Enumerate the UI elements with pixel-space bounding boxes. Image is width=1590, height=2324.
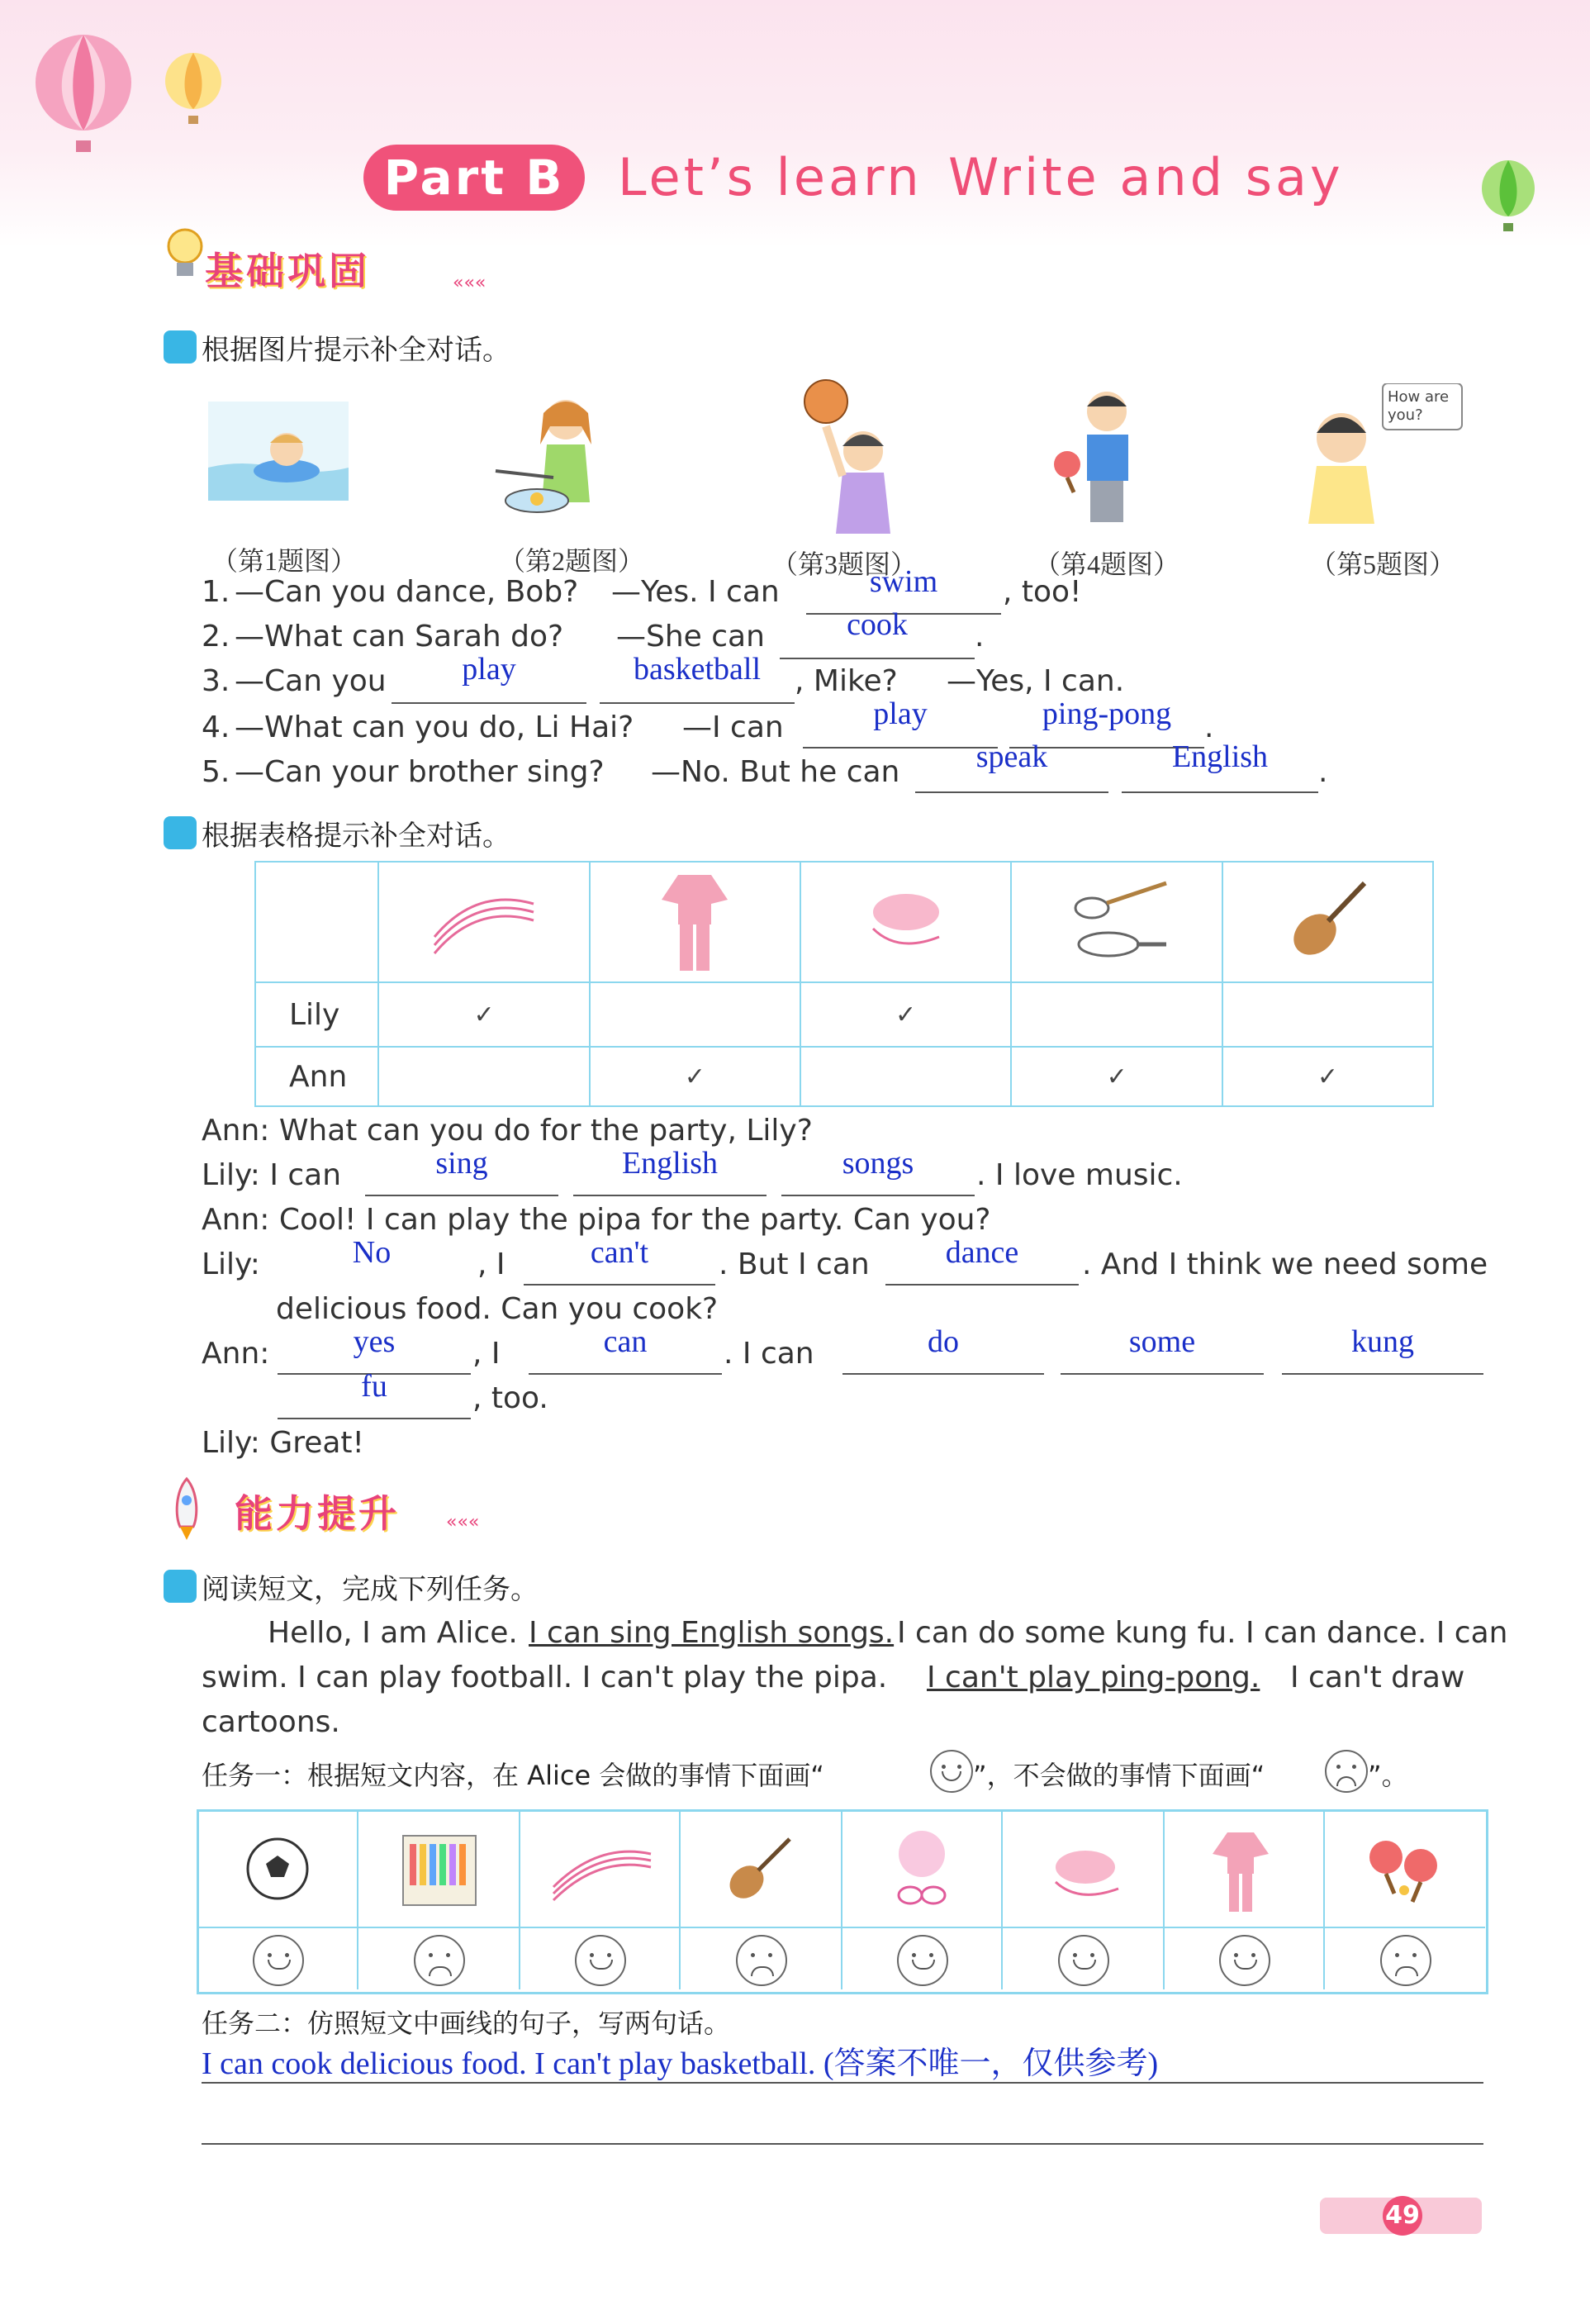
passage-underlined: I can't play ping-pong. (927, 1661, 1260, 1694)
dialog-line: Ann: Cool! I can play the pipa for the party. Can you? (202, 1203, 991, 1237)
question-text: —What can Sarah do? (235, 620, 564, 653)
blank-line (915, 791, 1108, 793)
smile-face-icon (1058, 1935, 1109, 1986)
caption-4: （第4题图） (1034, 549, 1180, 579)
check-cell: ✓ (590, 1047, 800, 1106)
answer-fill: English (1171, 739, 1269, 774)
balloon-icon (30, 33, 137, 165)
writing-line (202, 2143, 1483, 2145)
music-notes-icon (426, 879, 542, 962)
table-icon-cell (378, 862, 590, 982)
ribbon-dance-icon (1036, 1839, 1135, 1905)
basketball-boy-icon (785, 377, 909, 542)
swimming-boy-icon (208, 402, 349, 501)
blank-line (392, 702, 586, 704)
line-number: 2. (202, 620, 230, 653)
football-icon (244, 1836, 311, 1902)
part-badge: Part B (363, 145, 585, 211)
dialog-line: . And I think we need some (1082, 1248, 1488, 1281)
passage-text: I can do some kung fu. I can dance. I can (897, 1616, 1508, 1650)
table-icon-cell (590, 862, 800, 982)
caption-3: （第3题图） (771, 549, 918, 579)
header-title-write: Write and say (948, 147, 1344, 207)
question-text: —Can you dance, Bob? (235, 575, 579, 609)
pipa-icon (720, 1832, 795, 1907)
blank-line (529, 1373, 722, 1375)
answer-prefix: —She can (616, 620, 765, 653)
ribbon-dance-icon (848, 879, 964, 962)
task-one-table (197, 1809, 1488, 1994)
table-divider (1163, 1809, 1165, 1989)
check-cell (1222, 982, 1433, 1047)
task-one-text: 任务一：根据短文内容，在 Alice 会做的事情下面画“ (202, 1760, 824, 1791)
dialog-line: . I love music. (976, 1158, 1183, 1192)
table-divider (1001, 1809, 1003, 1989)
blank-line (1061, 1373, 1264, 1375)
cooking-girl-icon (487, 395, 628, 527)
task-two-answer: I can cook delicious food. I can't play basketball. (答案不唯一，仅供参考) (202, 2046, 1159, 2081)
smile-face-icon (897, 1935, 948, 1986)
question-badge (164, 816, 197, 849)
check-cell (800, 1047, 1012, 1106)
sad-face-icon (414, 1935, 465, 1986)
dialog-line: Lily: I can (202, 1158, 342, 1192)
line-end: , Mike? (795, 664, 898, 698)
question-text: —What can you do, Li Hai? (235, 711, 634, 744)
check-cell: ✓ (800, 982, 1012, 1047)
table-icon-cell (1011, 862, 1222, 982)
clothes-icon (653, 867, 736, 974)
line-end: . (1318, 755, 1328, 789)
check-cell: ✓ (378, 982, 590, 1047)
blank-line (885, 1284, 1079, 1286)
answer-fill: play (873, 696, 928, 731)
check-cell: ✓ (1222, 1047, 1433, 1106)
blank-line (600, 702, 795, 704)
table-icon-cell (1222, 862, 1433, 982)
question-badge (164, 330, 197, 364)
answer-fill: English (621, 1146, 719, 1181)
dialog-line: Lily: (202, 1248, 260, 1281)
blank-line (1122, 791, 1318, 793)
answer-fill: songs (842, 1146, 914, 1181)
pipa-icon (1282, 875, 1373, 966)
answer-fill: fu (361, 1369, 387, 1404)
dialog-line: , too. (472, 1381, 548, 1415)
answer-prefix: —Yes. I can (611, 575, 780, 609)
table-divider (679, 1809, 681, 1989)
passage-text: I can't draw (1290, 1661, 1465, 1694)
smile-face-icon (253, 1935, 304, 1986)
line-end: . (1204, 711, 1214, 744)
answer-fill: kung (1351, 1324, 1414, 1359)
check-cell (1011, 982, 1222, 1047)
dialog-line: Ann: What can you do for the party, Lily? (202, 1114, 813, 1148)
blank-line (573, 1195, 767, 1196)
ping-pong-icon (1361, 1832, 1444, 1907)
page-number: 49 (1383, 2196, 1422, 2236)
page-number-badge (1320, 2198, 1482, 2234)
check-cell (378, 1047, 590, 1106)
blank-line (781, 1195, 975, 1196)
dialog-line: . But I can (719, 1248, 870, 1281)
table-divider (357, 1809, 358, 1989)
header-title-learn: Let’s learn (618, 147, 923, 207)
table-divider (1323, 1809, 1325, 1989)
dialog-line: , I (472, 1337, 501, 1371)
smile-face-icon (930, 1750, 973, 1793)
answer-fill: can't (590, 1235, 649, 1270)
blank-line (1282, 1373, 1483, 1375)
check-cell (590, 982, 800, 1047)
dialog-line: Ann: (202, 1337, 270, 1371)
answer-fill: speak (975, 739, 1048, 774)
caption-5: （第5题图） (1310, 549, 1456, 579)
answer-prefix: —I can (682, 711, 784, 744)
row-name: Lily (255, 982, 378, 1047)
answer-fill: No (352, 1235, 392, 1270)
answer-fill: dance (945, 1235, 1019, 1270)
smile-face-icon (1219, 1935, 1270, 1986)
task-one-text: ”。 (1368, 1760, 1408, 1791)
blank-line (842, 1373, 1044, 1375)
sad-face-icon (1325, 1750, 1368, 1793)
balloon-icon (162, 51, 225, 131)
dialog-line: delicious food. Can you cook? (276, 1292, 719, 1326)
answer-fill: basketball (633, 652, 762, 687)
table-divider (519, 1809, 520, 1989)
passage-underlined: I can sing English songs. (529, 1616, 895, 1650)
chevron-icon: ««« (446, 1512, 480, 1533)
table-corner (255, 862, 378, 982)
question-title: 根据表格提示补全对话。 (202, 820, 510, 853)
smile-face-icon (575, 1935, 626, 1986)
writing-line (202, 2082, 1483, 2084)
header-background (0, 0, 1590, 248)
caption-1: （第1题图） (211, 546, 358, 576)
answer-fill: yes (353, 1324, 396, 1359)
line-number: 3. (202, 664, 230, 698)
passage-text: cartoons. (202, 1705, 340, 1739)
sad-face-icon (1380, 1935, 1431, 1986)
answer-prefix: —No. But he can (651, 755, 900, 789)
answer-fill: some (1128, 1324, 1196, 1359)
clothes-icon (1208, 1826, 1274, 1917)
line-end: . (975, 620, 985, 653)
task-one-text: ”，不会做的事情下面画“ (973, 1760, 1265, 1791)
row-name: Ann (255, 1047, 378, 1106)
blank-line (524, 1284, 715, 1286)
line-end: , too! (1003, 575, 1082, 609)
rocket-icon (162, 1476, 211, 1542)
swim-goggles-icon (887, 1826, 956, 1912)
check-cell: ✓ (1011, 1047, 1222, 1106)
question-text: —Can your brother sing? (235, 755, 605, 789)
question-title: 阅读短文，完成下列任务。 (202, 1573, 539, 1606)
answer-fill: swim (869, 564, 938, 599)
table-divider (841, 1809, 842, 1989)
chevron-icon: ««« (453, 273, 486, 293)
speech-bubble-text: How are you? (1388, 388, 1450, 424)
music-notes-icon (548, 1837, 656, 1903)
crayons-icon (398, 1827, 481, 1910)
section-title-advanced: 能力提升 (235, 1491, 400, 1536)
answer-fill: can (603, 1324, 648, 1359)
answer-fill: ping-pong (1042, 696, 1172, 731)
dialog-line: . I can (724, 1337, 814, 1371)
reply-text: —Yes, I can. (947, 664, 1125, 698)
answer-fill: sing (435, 1146, 488, 1181)
task-two-title: 任务二：仿照短文中画线的句子，写两句话。 (202, 2008, 731, 2039)
blank-line (278, 1418, 471, 1419)
answer-fill: play (462, 652, 516, 687)
line-number: 5. (202, 755, 230, 789)
dialog-line: Lily: Great! (202, 1426, 364, 1460)
passage-text: swim. I can play football. I can't play the pipa. (202, 1661, 888, 1694)
skills-table (254, 861, 1434, 1107)
caption-2: （第2题图） (499, 546, 645, 576)
passage-text: Hello, I am Alice. (268, 1616, 518, 1650)
sad-face-icon (736, 1935, 787, 1986)
answer-fill: do (928, 1324, 959, 1359)
answer-fill: cook (847, 607, 908, 642)
cooking-icon (1059, 875, 1175, 966)
section-title-basic: 基础巩固 (205, 249, 370, 293)
question-badge (164, 1570, 197, 1603)
blank-line (365, 1195, 558, 1196)
question-title: 根据图片提示补全对话。 (202, 334, 510, 367)
blank-line (780, 658, 975, 659)
question-text: —Can you (235, 664, 387, 698)
pingpong-boy-icon (1049, 388, 1156, 537)
line-number: 1. (202, 575, 230, 609)
lightbulb-icon (162, 225, 208, 283)
table-icon-cell (800, 862, 1012, 982)
dialog-line: , I (477, 1248, 505, 1281)
line-number: 4. (202, 711, 230, 744)
balloon-icon (1477, 159, 1540, 238)
